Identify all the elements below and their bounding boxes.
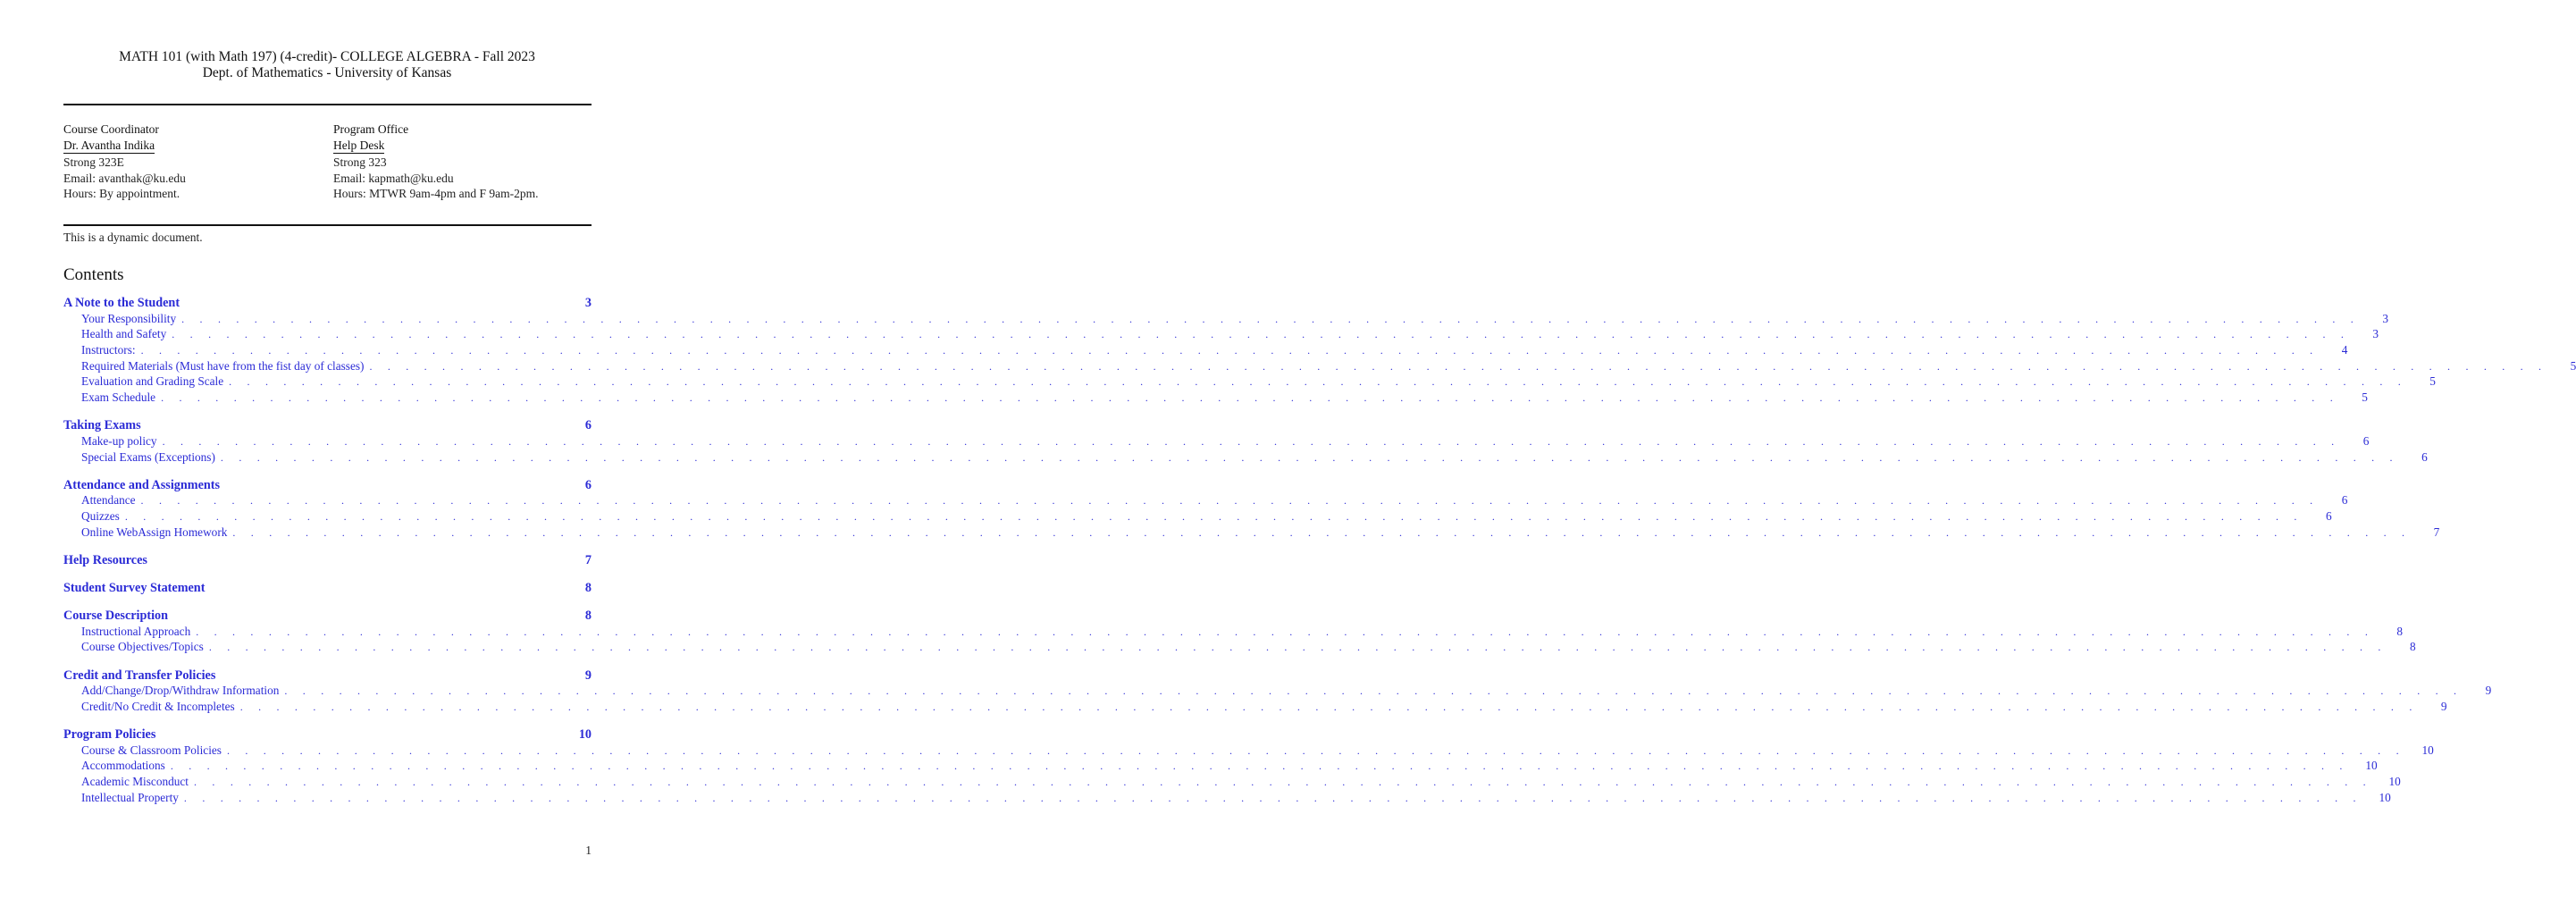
toc-section-title[interactable]: Taking Exams: [63, 418, 141, 433]
toc-entry-page[interactable]: 5: [2429, 374, 2436, 389]
toc-entry[interactable]: [63, 433, 2370, 450]
toc-entry-page[interactable]: 7: [2433, 525, 2440, 539]
document-title: MATH 101 (with Math 197) (4-credit)- COLLEGE ALGEBRA - Fall 2023: [119, 49, 535, 64]
toc-leader-dots: . . . . . . . . . . . . . . . . . . . . . . . . . . . . . . . . . . . . . . . . . . . . . . . . . . . . . . . . . . . . . . . . . . . . . . . . . . . . . . . . . . . . . . . . . . . . . . . . . . . . . . . . . . . . . . . . . . . . . . . .: [226, 743, 2405, 757]
toc-entry-title[interactable]: Quizzes: [81, 508, 120, 523]
toc-leader-dots: . . . . . . . . . . . . . . . . . . . . . . . . . . . . . . . . . . . . . . . . . . . . . . . . . . . . . . . . . . . . . . . . . . . . . . . . . . . . . . . . . . . . . . . . . . . . . . . . . . . . . . . . . . . . . . . . . . . . . . . .: [124, 509, 2303, 523]
toc-entry-title[interactable]: Your Responsibility: [81, 311, 177, 325]
toc-leader-dots: . . . . . . . . . . . . . . . . . . . . . . . . . . . . . . . . . . . . . . . . . . . . . . . . . . . . . . . . . . . . . . . . . . . . . . . . . . . . . . . . . . . . . . . . . . . . . . . . . . . . . . . . . . . . . . . . . . . . . . . .: [284, 684, 2463, 698]
toc-entry-title[interactable]: Course Objectives/Topics: [81, 640, 204, 654]
program-office-location: Strong 323: [333, 155, 387, 169]
toc-gap: [63, 568, 592, 581]
toc-section[interactable]: [63, 418, 592, 434]
toc-section[interactable]: [63, 296, 592, 312]
toc-entry[interactable]: [63, 374, 2436, 390]
toc-leader-dots: . . . . . . . . . . . . . . . . . . . . . . . . . . . . . . . . . . . . . . . . . . . . . . . . . . . . . . . . . . . . . . . . . . . . . . . . . . . . . . . . . . . . . . . . . . . . . . . . . . . . . . . . . . . . . . . . . . . . . . . .: [232, 525, 2412, 539]
toc-entry-page[interactable]: 6: [2362, 433, 2370, 448]
toc-section[interactable]: [63, 478, 592, 494]
toc-gap: [63, 407, 592, 419]
toc-leader-dots: . . . . . . . . . . . . . . . . . . . . . . . . . . . . . . . . . . . . . . . . . . . . . . . . . . . . . . . . . . . . . . . . . . . . . . . . . . . . . . . . . . . . . . . . . . . . . . . . . . . . . . . . . . . . . . . . . . . . . . . .: [161, 391, 2339, 405]
toc-entry-title[interactable]: Special Exams (Exceptions): [81, 449, 215, 464]
toc-gap: [63, 715, 592, 727]
toc-section-page[interactable]: 9: [584, 667, 592, 683]
toc-entry-title[interactable]: Add/Change/Drop/Withdraw Information: [81, 684, 280, 698]
toc-entry[interactable]: [63, 624, 2404, 641]
toc-section-title[interactable]: Student Survey Statement: [63, 580, 206, 595]
program-office-block: [333, 122, 538, 202]
toc-leader-dots: . . . . . . . . . . . . . . . . . . . . . . . . . . . . . . . . . . . . . . . . . . . . . . . . . . . . . . . . . . . . . . . . . . . . . . . . . . . . . . . . . . . . . . . . . . . . . . . . . . . . . . . . . . . . . . . . . . . . . . . .: [208, 641, 2387, 654]
toc-entry[interactable]: [63, 342, 2348, 359]
toc-section-page[interactable]: 7: [584, 552, 592, 567]
toc-entry[interactable]: [63, 390, 2368, 407]
toc-section-title[interactable]: Program Policies: [63, 726, 156, 742]
toc-entry-title[interactable]: Online WebAssign Homework: [81, 525, 228, 539]
coordinator-office: Strong 323E: [63, 155, 124, 169]
toc-leader-dots: . . . . . . . . . . . . . . . . . . . . . . . . . . . . . . . . . . . . . . . . . . . . . . . . . . . . . . . . . . . . . . . . . . . . . . . . . . . . . . . . . . . . . . . . . . . . . . . . . . . . . . . . . . . . . . . . . . . . . . . .: [194, 775, 2372, 788]
toc-leader-dots: . . . . . . . . . . . . . . . . . . . . . . . . . . . . . . . . . . . . . . . . . . . . . . . . . . . . . . . . . . . . . . . . . . . . . . . . . . . . . . . . . . . . . . . . . . . . . . . . . . . . . . . . . . . . . . . . . . . . . . . .: [196, 625, 2375, 638]
toc-entry-title[interactable]: Required Materials (Must have from the fist day of classes): [81, 358, 365, 373]
toc-leader-dots: . . . . . . . . . . . . . . . . . . . . . . . . . . . . . . . . . . . . . . . . . . . . . . . . . . . . . . . . . . . . . . . . . . . . . . . . . . . . . . . . . . . . . . . . . . . . . . . . . . . . . . . . . . . . . . . . . . . . . . . .: [181, 312, 2360, 325]
toc-leader-dots: . . . . . . . . . . . . . . . . . . . . . . . . . . . . . . . . . . . . . . . . . . . . . . . . . . . . . . . . . . . . . . . . . . . . . . . . . . . . . . . . . . . . . . . . . . . . . . . . . . . . . . . . . . . . . . . . . . . . . . . .: [170, 760, 2349, 773]
toc-entry[interactable]: [63, 493, 2348, 509]
toc-gap: [63, 656, 592, 668]
toc-entry[interactable]: [63, 525, 2440, 541]
coordinator-email[interactable]: Email: avanthak@ku.edu: [63, 171, 186, 185]
toc-entry-title[interactable]: Exam Schedule: [81, 390, 156, 405]
contents-heading: Contents: [63, 265, 124, 284]
program-office-heading: Program Office: [333, 122, 409, 136]
toc-entry-title[interactable]: Make-up policy: [81, 433, 157, 448]
toc-section[interactable]: [63, 727, 592, 743]
toc-entry-page[interactable]: 6: [2421, 449, 2428, 464]
toc-entry-title[interactable]: Evaluation and Grading Scale: [81, 374, 224, 389]
toc-entry-page[interactable]: 4: [2341, 342, 2348, 357]
toc-leader-dots: . . . . . . . . . . . . . . . . . . . . . . . . . . . . . . . . . . . . . . . . . . . . . . . . . . . . . . . . . . . . . . . . . . . . . . . . . . . . . . . . . . . . . . . . . . . . . . . . . . . . . . . . . . . . . . . . . . . . . . . .: [172, 328, 2351, 341]
toc-entry-title[interactable]: Credit/No Credit & Incompletes: [81, 699, 235, 713]
toc-entry-page[interactable]: 10: [2388, 774, 2401, 788]
toc-gap: [63, 597, 592, 609]
toc-section-page[interactable]: 6: [584, 477, 592, 492]
toc-entry-title[interactable]: Accommodations: [81, 759, 165, 773]
toc-entry[interactable]: [63, 311, 2388, 328]
toc-entry-title[interactable]: Instructional Approach: [81, 624, 191, 638]
coordinator-block: [63, 122, 186, 202]
toc-entry-title[interactable]: Instructors:: [81, 342, 136, 357]
toc-section[interactable]: [63, 668, 592, 684]
toc-entry-page[interactable]: 3: [2372, 327, 2379, 341]
toc-entry-title[interactable]: Attendance: [81, 493, 136, 508]
toc-entry-page[interactable]: 3: [2382, 311, 2388, 325]
toc-entry-page[interactable]: 10: [2379, 790, 2391, 804]
toc-leader-dots: . . . . . . . . . . . . . . . . . . . . . . . . . . . . . . . . . . . . . . . . . . . . . . . . . . . . . . . . . . . . . . . . . . . . . . . . . . . . . . . . . . . . . . . . . . . . . . . . . . . . . . . . . . . . . . . . . . . . . . . .: [229, 375, 2407, 389]
toc-entry[interactable]: [63, 449, 2428, 466]
program-office-hours: Hours: MTWR 9am-4pm and F 9am-2pm.: [333, 187, 539, 201]
dynamic-document-note: This is a dynamic document.: [63, 231, 203, 244]
table-of-contents: [63, 296, 2576, 806]
toc-section-page[interactable]: 8: [584, 580, 592, 595]
toc-entry-page[interactable]: 10: [2421, 743, 2434, 757]
toc-leader-dots: . . . . . . . . . . . . . . . . . . . . . . . . . . . . . . . . . . . . . . . . . . . . . . . . . . . . . . . . . . . . . . . . . . . . . . . . . . . . . . . . . . . . . . . . . . . . . . . . . . . . . . . . . . . . . . . . . . . . . . . .: [140, 343, 2320, 357]
toc-leader-dots: . . . . . . . . . . . . . . . . . . . . . . . . . . . . . . . . . . . . . . . . . . . . . . . . . . . . . . . . . . . . . . . . . . . . . . . . . . . . . . . . . . . . . . . . . . . . . . . . . . . . . . . . . . . . . . . . . . . . . . . .: [220, 450, 2399, 464]
toc-section-title[interactable]: Course Description: [63, 609, 169, 624]
toc-section-title[interactable]: Credit and Transfer Policies: [63, 667, 216, 683]
toc-section-page[interactable]: 8: [584, 609, 592, 624]
header-rule-top: [63, 104, 592, 105]
toc-entry[interactable]: [63, 759, 2378, 775]
toc-entry[interactable]: [63, 774, 2401, 791]
toc-entry[interactable]: [63, 684, 2492, 700]
toc-entry-page[interactable]: 10: [2365, 759, 2378, 773]
toc-section[interactable]: [63, 581, 592, 597]
toc-section-title[interactable]: Attendance and Assignments: [63, 477, 221, 492]
toc-entry[interactable]: [63, 790, 2391, 807]
header-rule-bottom: [63, 224, 592, 226]
toc-section-title[interactable]: Help Resources: [63, 552, 147, 567]
toc-entry-page[interactable]: 6: [2341, 493, 2348, 508]
program-office-name: Help Desk: [333, 138, 385, 152]
document-subtitle: Dept. of Mathematics - University of Kansas: [202, 65, 452, 80]
toc-section-page[interactable]: 6: [584, 418, 592, 433]
program-office-email[interactable]: Email: kapmath@ku.edu: [333, 171, 454, 185]
toc-entry-page[interactable]: 8: [2396, 624, 2404, 638]
toc-section-title[interactable]: A Note to the Student: [63, 296, 180, 310]
toc-entry-page[interactable]: 6: [2325, 508, 2332, 523]
page-number: 1: [585, 844, 592, 857]
toc-leader-dots: . . . . . . . . . . . . . . . . . . . . . . . . . . . . . . . . . . . . . . . . . . . . . . . . . . . . . . . . . . . . . . . . . . . . . . . . . . . . . . . . . . . . . . . . . . . . . . . . . . . . . . . . . . . . . . . . . . . . . . . .: [140, 494, 2320, 508]
toc-entry-title[interactable]: Course & Classroom Policies: [81, 743, 222, 757]
toc-entry[interactable]: [63, 508, 2332, 525]
toc-entry-title[interactable]: Intellectual Property: [81, 790, 179, 804]
toc-entry-page[interactable]: 9: [2440, 699, 2447, 713]
coordinator-heading: Course Coordinator: [63, 122, 159, 136]
toc-section-page[interactable]: 3: [584, 296, 592, 310]
toc-entry[interactable]: [63, 358, 2576, 375]
toc-entry[interactable]: [63, 743, 2434, 760]
toc-section-page[interactable]: 10: [578, 726, 592, 742]
toc-entry[interactable]: [63, 327, 2379, 343]
toc-leader-dots: . . . . . . . . . . . . . . . . . . . . . . . . . . . . . . . . . . . . . . . . . . . . . . . . . . . . . . . . . . . . . . . . . . . . . . . . . . . . . . . . . . . . . . . . . . . . . . . . . . . . . . . . . . . . . . . . . . . . . . . .: [369, 359, 2548, 373]
toc-section[interactable]: [63, 553, 592, 569]
toc-entry-page[interactable]: 5: [2362, 390, 2368, 405]
toc-entry-page[interactable]: 8: [2409, 640, 2416, 654]
toc-leader-dots: . . . . . . . . . . . . . . . . . . . . . . . . . . . . . . . . . . . . . . . . . . . . . . . . . . . . . . . . . . . . . . . . . . . . . . . . . . . . . . . . . . . . . . . . . . . . . . . . . . . . . . . . . . . . . . . . . . . . . . . .: [183, 791, 2362, 804]
toc-entry[interactable]: [63, 699, 2447, 716]
toc-entry-title[interactable]: Academic Misconduct: [81, 774, 189, 788]
coordinator-hours: Hours: By appointment.: [63, 187, 180, 201]
toc-gap: [63, 541, 592, 553]
toc-entry-page[interactable]: 9: [2485, 684, 2492, 698]
coordinator-name: Dr. Avantha Indika: [63, 138, 155, 152]
toc-entry-page[interactable]: 5: [2570, 358, 2576, 373]
toc-section[interactable]: [63, 609, 592, 625]
toc-gap: [63, 466, 592, 478]
toc-leader-dots: . . . . . . . . . . . . . . . . . . . . . . . . . . . . . . . . . . . . . . . . . . . . . . . . . . . . . . . . . . . . . . . . . . . . . . . . . . . . . . . . . . . . . . . . . . . . . . . . . . . . . . . . . . . . . . . . . . . . . . . .: [239, 700, 2419, 713]
toc-entry[interactable]: [63, 640, 2416, 656]
toc-leader-dots: . . . . . . . . . . . . . . . . . . . . . . . . . . . . . . . . . . . . . . . . . . . . . . . . . . . . . . . . . . . . . . . . . . . . . . . . . . . . . . . . . . . . . . . . . . . . . . . . . . . . . . . . . . . . . . . . . . . . . . . .: [162, 434, 2341, 448]
toc-entry-title[interactable]: Health and Safety: [81, 327, 167, 341]
